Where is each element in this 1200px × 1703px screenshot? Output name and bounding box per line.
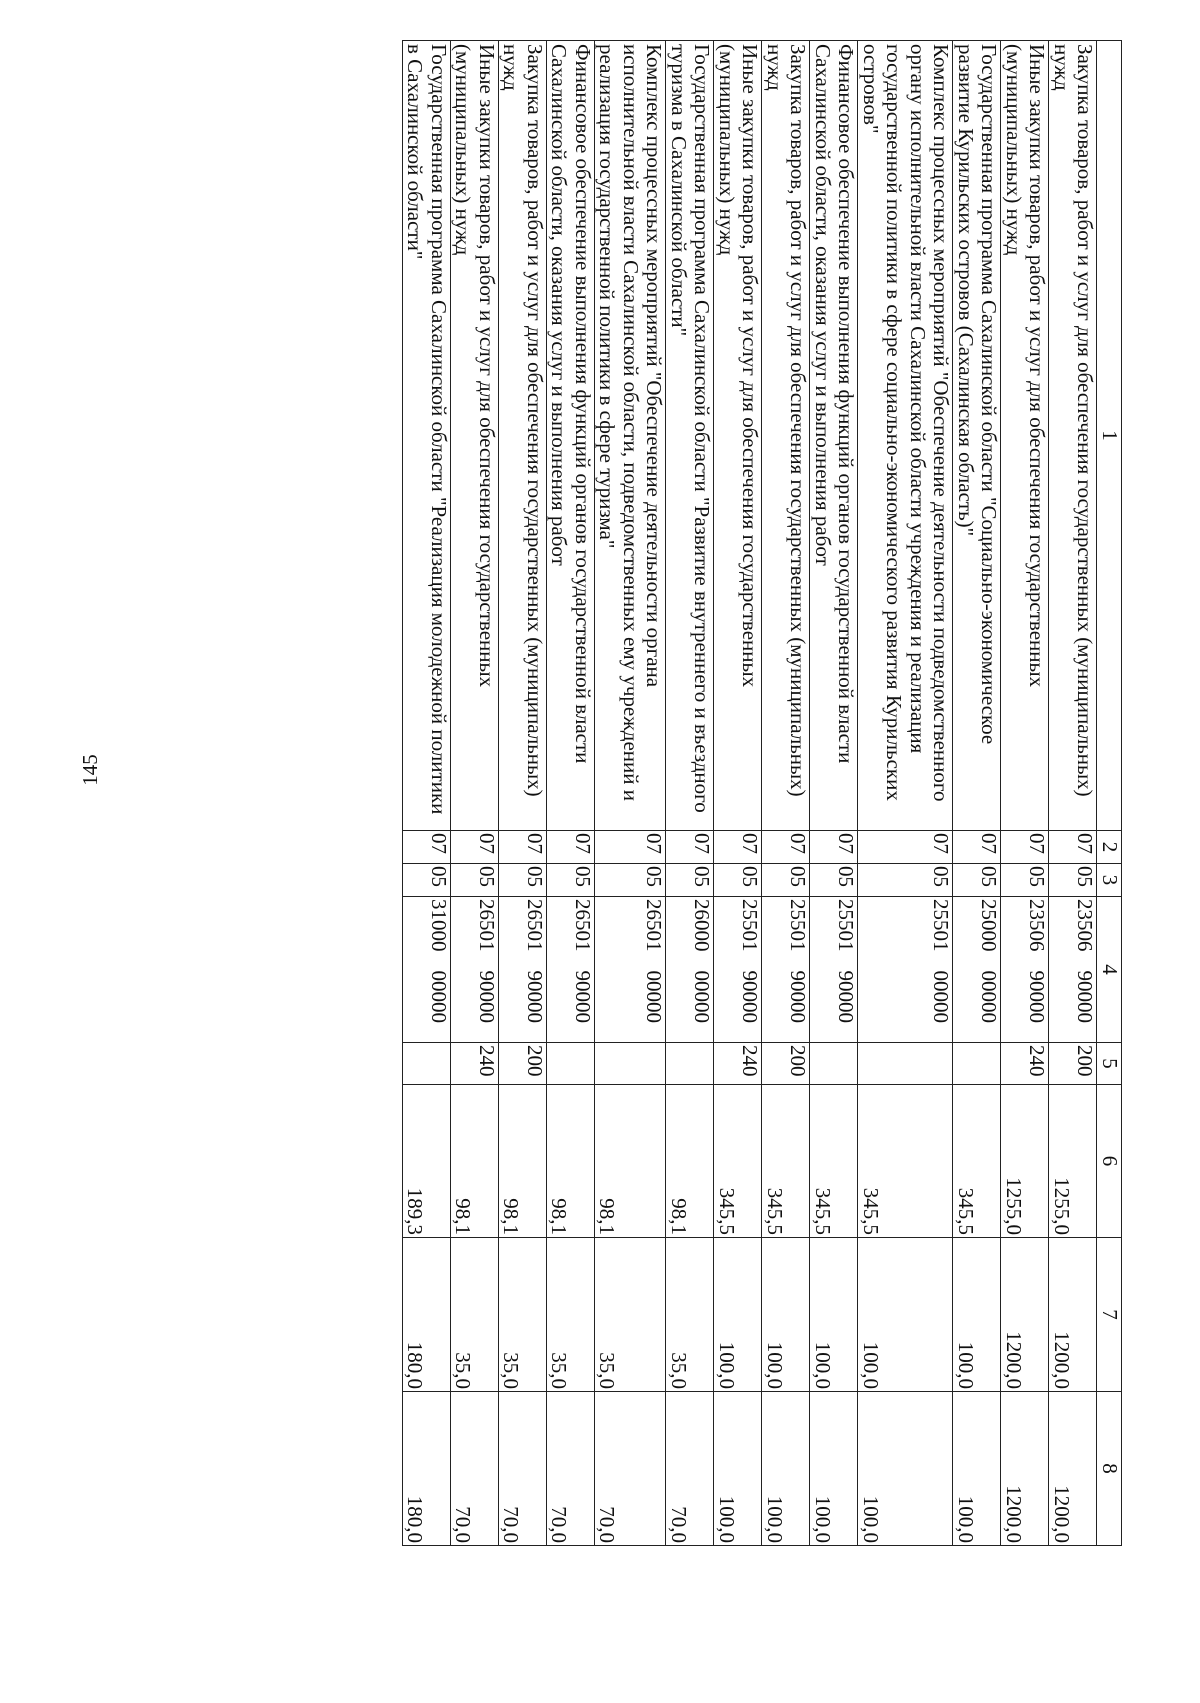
amount-col-6: 98,1: [546, 1085, 594, 1238]
subsection-code: 05: [498, 864, 546, 897]
amount-col-6: 345,5: [810, 1085, 858, 1238]
amount-col-6: 98,1: [594, 1085, 666, 1238]
table-row: [594, 41, 666, 1546]
amount-col-7: 100,0: [714, 1238, 762, 1392]
amount-col-6: 98,1: [450, 1085, 498, 1238]
expense-type-code: [402, 1043, 450, 1085]
target-article-subcode: 90000: [1049, 965, 1097, 1043]
target-article-code: 26501: [450, 897, 498, 965]
target-article-subcode: 00000: [402, 965, 450, 1043]
expense-type-code: 200: [498, 1043, 546, 1085]
column-header: 2: [1097, 831, 1122, 864]
section-code: 07: [1049, 831, 1097, 864]
amount-col-6: 98,1: [498, 1085, 546, 1238]
amount-col-7: 35,0: [546, 1238, 594, 1392]
row-description: Закупка товаров, работ и услуг для обеспечения государственных (муниципальных) нужд: [762, 41, 810, 831]
section-code: 07: [714, 831, 762, 864]
section-code: 07: [402, 831, 450, 864]
amount-col-7: 100,0: [810, 1238, 858, 1392]
expense-type-code: 240: [450, 1043, 498, 1085]
row-description: Иные закупки товаров, работ и услуг для обеспечения государственных (муниципальных) нужд: [1001, 41, 1049, 831]
amount-col-8: 100,0: [762, 1392, 810, 1546]
target-article-subcode: 00000: [953, 965, 1001, 1043]
amount-col-6: 345,5: [762, 1085, 810, 1238]
header-row: [1097, 41, 1122, 1546]
amount-col-6: 98,1: [666, 1085, 714, 1238]
expense-type-code: [546, 1043, 594, 1085]
subsection-code: 05: [546, 864, 594, 897]
amount-col-7: 100,0: [953, 1238, 1001, 1392]
row-description: Государственная программа Сахалинской области "Развитие внутреннего и въездного туризма в Сахалинской области": [666, 41, 714, 831]
target-article-code: 25501: [810, 897, 858, 965]
amount-col-7: 100,0: [858, 1238, 953, 1392]
target-article-code: 25501: [762, 897, 810, 965]
column-header: 7: [1097, 1238, 1122, 1392]
target-article-code: 26501: [594, 897, 666, 965]
amount-col-7: 180,0: [402, 1238, 450, 1392]
section-code: 07: [858, 831, 953, 864]
row-description: Государственная программа Сахалинской области "Реализация молодежной политики в Сахалинской области": [402, 41, 450, 831]
expense-type-code: [594, 1043, 666, 1085]
target-article-code: 25501: [858, 897, 953, 965]
amount-col-6: 189,3: [402, 1085, 450, 1238]
row-description: Иные закупки товаров, работ и услуг для обеспечения государственных (муниципальных) нужд: [450, 41, 498, 831]
target-article-code: 31000: [402, 897, 450, 965]
amount-col-8: 70,0: [666, 1392, 714, 1546]
budget-table: [402, 40, 1122, 1546]
column-header: 3: [1097, 864, 1122, 897]
table-row: [498, 41, 546, 1546]
target-article-code: 26000: [666, 897, 714, 965]
subsection-code: 05: [810, 864, 858, 897]
expense-type-code: [666, 1043, 714, 1085]
column-header: 5: [1097, 1043, 1122, 1085]
section-code: 07: [762, 831, 810, 864]
target-article-subcode: 00000: [858, 965, 953, 1043]
section-code: 07: [546, 831, 594, 864]
row-description: Комплекс процессных мероприятий "Обеспечение деятельности органа исполнительной власти Сахалинской области, подведомственных ему учреждений и реализация государственной политики в сфере туризма": [594, 41, 666, 831]
section-code: 07: [953, 831, 1001, 864]
row-description: Финансовое обеспечение выполнения функций органов государственной власти Сахалинской области, оказания услуг и выполнения работ: [546, 41, 594, 831]
page-number: 145: [78, 754, 102, 786]
amount-col-6: 345,5: [953, 1085, 1001, 1238]
section-code: 07: [810, 831, 858, 864]
row-description: Закупка товаров, работ и услуг для обеспечения государственных (муниципальных) нужд: [1049, 41, 1097, 831]
target-article-subcode: 00000: [666, 965, 714, 1043]
section-code: 07: [450, 831, 498, 864]
amount-col-7: 35,0: [666, 1238, 714, 1392]
amount-col-8: 100,0: [953, 1392, 1001, 1546]
section-code: 07: [666, 831, 714, 864]
subsection-code: 05: [450, 864, 498, 897]
expense-type-code: 200: [1049, 1043, 1097, 1085]
rotated-page: [152, 40, 1122, 1545]
subsection-code: 05: [714, 864, 762, 897]
target-article-subcode: 90000: [714, 965, 762, 1043]
amount-col-7: 1200,0: [1049, 1238, 1097, 1392]
subsection-code: 05: [594, 864, 666, 897]
table-row: [666, 41, 714, 1546]
target-article-subcode: 90000: [450, 965, 498, 1043]
table-row: [1049, 41, 1097, 1546]
amount-col-8: 180,0: [402, 1392, 450, 1546]
amount-col-8: 100,0: [714, 1392, 762, 1546]
amount-col-8: 1200,0: [1049, 1392, 1097, 1546]
column-header: 8: [1097, 1392, 1122, 1546]
expense-type-code: 200: [762, 1043, 810, 1085]
amount-col-6: 345,5: [858, 1085, 953, 1238]
column-header: 6: [1097, 1085, 1122, 1238]
target-article-code: 23506: [1001, 897, 1049, 965]
amount-col-6: 1255,0: [1049, 1085, 1097, 1238]
subsection-code: 05: [402, 864, 450, 897]
target-article-code: 25501: [714, 897, 762, 965]
target-article-subcode: 90000: [762, 965, 810, 1043]
table-row: [953, 41, 1001, 1546]
table-row: [762, 41, 810, 1546]
target-article-subcode: 00000: [594, 965, 666, 1043]
amount-col-7: 1200,0: [1001, 1238, 1049, 1392]
amount-col-7: 35,0: [498, 1238, 546, 1392]
amount-col-6: 345,5: [714, 1085, 762, 1238]
column-header: 1: [1097, 41, 1122, 831]
subsection-code: 05: [762, 864, 810, 897]
table-row: [450, 41, 498, 1546]
row-description: Финансовое обеспечение выполнения функций органов государственной власти Сахалинской области, оказания услуг и выполнения работ: [810, 41, 858, 831]
amount-col-8: 70,0: [498, 1392, 546, 1546]
amount-col-8: 70,0: [546, 1392, 594, 1546]
amount-col-7: 35,0: [450, 1238, 498, 1392]
target-article-code: 23506: [1049, 897, 1097, 965]
table-row: [858, 41, 953, 1546]
subsection-code: 05: [1001, 864, 1049, 897]
amount-col-7: 35,0: [594, 1238, 666, 1392]
amount-col-8: 70,0: [594, 1392, 666, 1546]
target-article-code: 25000: [953, 897, 1001, 965]
subsection-code: 05: [1049, 864, 1097, 897]
row-description: Комплекс процессных мероприятий "Обеспечение деятельности подведомственного органу исполнительной власти Сахалинской области учреждения и реализация государственной политики в сфере социально-экономического развития Курильских островов": [858, 41, 953, 831]
amount-col-6: 1255,0: [1001, 1085, 1049, 1238]
expense-type-code: 240: [1001, 1043, 1049, 1085]
subsection-code: 05: [953, 864, 1001, 897]
amount-col-8: 70,0: [450, 1392, 498, 1546]
section-code: 07: [1001, 831, 1049, 864]
target-article-subcode: 90000: [810, 965, 858, 1043]
expense-type-code: [858, 1043, 953, 1085]
expense-type-code: [810, 1043, 858, 1085]
section-code: 07: [498, 831, 546, 864]
expense-type-code: [953, 1043, 1001, 1085]
target-article-subcode: 90000: [1001, 965, 1049, 1043]
subsection-code: 05: [858, 864, 953, 897]
expense-type-code: 240: [714, 1043, 762, 1085]
target-article-subcode: 90000: [498, 965, 546, 1043]
amount-col-8: 100,0: [858, 1392, 953, 1546]
target-article-code: 26501: [498, 897, 546, 965]
subsection-code: 05: [666, 864, 714, 897]
table-row: [1001, 41, 1049, 1546]
target-article-subcode: 90000: [546, 965, 594, 1043]
table-row: [546, 41, 594, 1546]
row-description: Иные закупки товаров, работ и услуг для обеспечения государственных (муниципальных) нужд: [714, 41, 762, 831]
amount-col-8: 1200,0: [1001, 1392, 1049, 1546]
row-description: Закупка товаров, работ и услуг для обеспечения государственных (муниципальных) нужд: [498, 41, 546, 831]
amount-col-7: 100,0: [762, 1238, 810, 1392]
target-article-code: 26501: [546, 897, 594, 965]
amount-col-8: 100,0: [810, 1392, 858, 1546]
table-row: [402, 41, 450, 1546]
table-row: [810, 41, 858, 1546]
table-row: [714, 41, 762, 1546]
row-description: Государственная программа Сахалинской области "Социально-экономическое развитие Курильских островов (Сахалинская область)": [953, 41, 1001, 831]
section-code: 07: [594, 831, 666, 864]
column-header: 4: [1097, 897, 1122, 1043]
